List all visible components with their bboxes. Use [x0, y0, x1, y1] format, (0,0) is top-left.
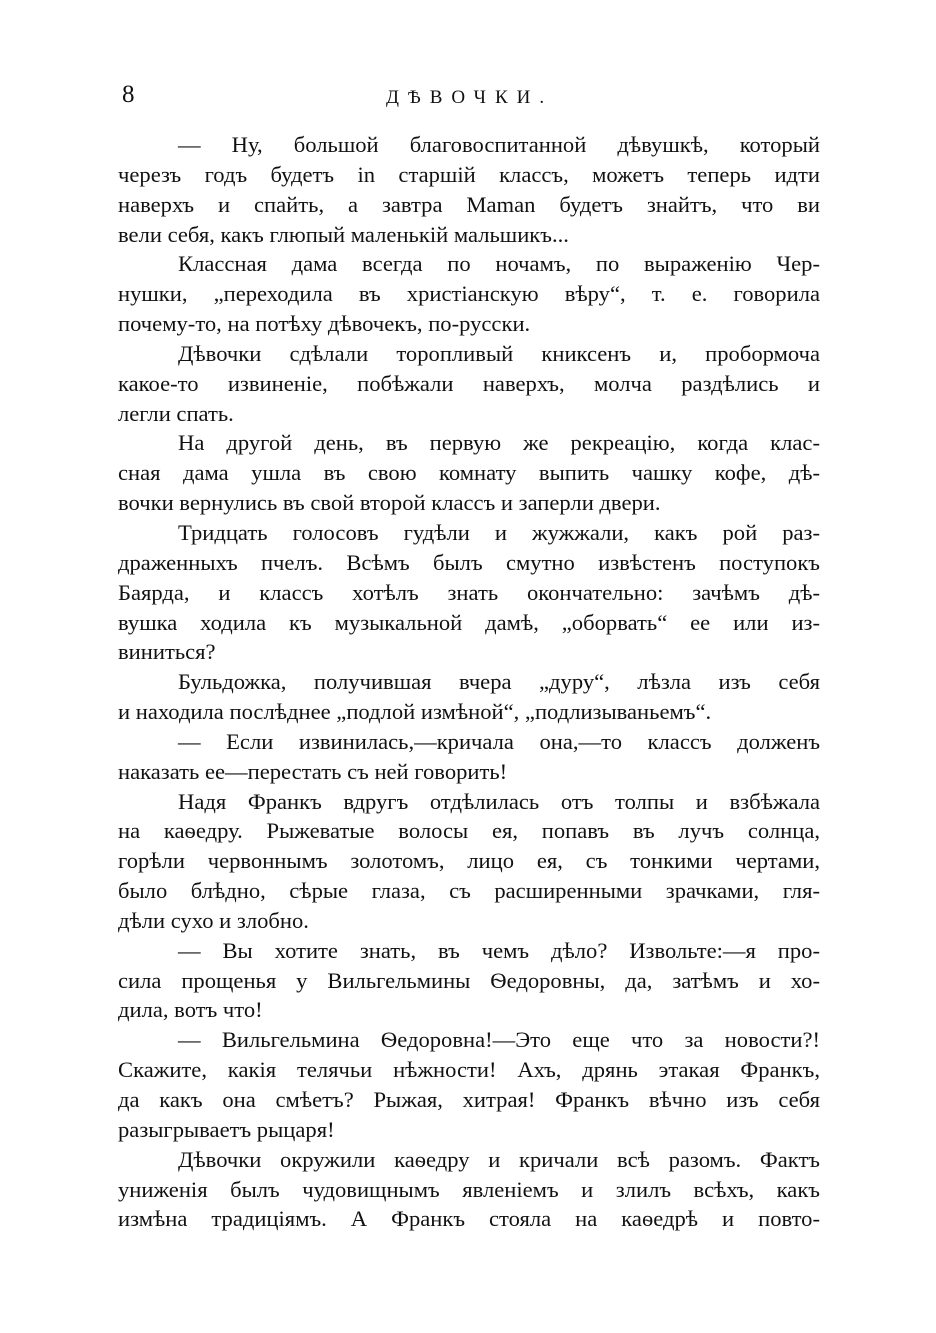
text-line: почему-то, на потѣху дѣвочекъ, по-русски.	[118, 311, 531, 337]
text-line: разыгрываетъ рыцаря!	[118, 1116, 335, 1142]
text-line: Скажите, какія телячьи нѣжности! Ахъ, дрянь этакая Франкъ,	[118, 1057, 820, 1083]
text-line: было блѣдно, сѣрые глаза, съ расширенными зрачками, гля-	[118, 878, 820, 904]
page-number: 8	[122, 81, 135, 108]
text-line: вели себя, какъ глюпый маленькій мальшикъ...	[118, 221, 569, 247]
running-title: ДѢВОЧКИ.	[386, 87, 554, 108]
text-line: сила прощенья у Вильгельмины Ѳедоровны, да, затѣмъ и хо-	[118, 967, 820, 993]
text-line: вочки вернулись въ свой второй классъ и заперли двери.	[118, 490, 661, 516]
text-line: Бульдожка, получившая вчера „дуру“, лѣзла изъ себя	[178, 669, 820, 695]
text-line: наказать ее—перестать съ ней говорить!	[118, 758, 508, 784]
text-line: на каѳедру. Рыжеватые волосы ея, попавъ въ лучъ солнца,	[118, 818, 820, 844]
text-line: драженныхъ пчелъ. Всѣмъ былъ смутно извѣстенъ поступокъ	[118, 549, 820, 575]
text-line: дила, вотъ что!	[118, 997, 263, 1023]
text-line: измѣна традиціямъ. А Франкъ стояла на каѳедрѣ и повто-	[118, 1206, 820, 1232]
text-line: вушка ходила къ музыкальной дамѣ, „оборвать“ ее или из-	[118, 609, 820, 635]
text-line: — Ну, большой благовоспитанной дѣвушкѣ, который	[178, 132, 820, 157]
text-line: легли спать.	[118, 400, 234, 426]
text-line: Надя Франкъ вдругъ отдѣлилась отъ толпы и взбѣжала	[178, 788, 820, 814]
body-text	[118, 130, 820, 1234]
text-line: — Вы хотите знать, въ чемъ дѣло? Извольте:—я про-	[178, 937, 820, 963]
text-line: На другой день, въ первую же рекреацію, когда клас-	[178, 430, 820, 456]
text-line: виниться?	[118, 639, 216, 665]
text-line: сная дама ушла въ свою комнату выпить чашку кофе, дѣ-	[118, 460, 820, 486]
text-line: какое-то извиненіе, побѣжали наверхъ, молча раздѣлись и	[118, 370, 820, 396]
text-line: и находила послѣднее „подлой измѣной“, „подлизываньемъ“.	[118, 699, 712, 725]
text-line: горѣли червоннымъ золотомъ, лицо ея, съ тонкими чертами,	[118, 848, 820, 874]
text-line: Тридцать голосовъ гудѣли и жужжали, какъ рой раз-	[178, 519, 820, 545]
text-line: Баярда, и классъ хотѣлъ знать окончательно: зачѣмъ дѣ-	[118, 579, 820, 605]
text-line: Дѣвочки сдѣлали торопливый книксенъ и, пробормоча	[178, 340, 820, 366]
text-line: нушки, „переходила въ христіанскую вѣру“, т. е. говорила	[118, 281, 820, 307]
text-line: Классная дама всегда по ночамъ, по выраженію Чер-	[178, 251, 820, 277]
text-line: наверхъ и спайть, а завтра Maman будетъ знайтъ, что ви	[118, 191, 820, 217]
text-line: Дѣвочки окружили каѳедру и кричали всѣ разомъ. Фактъ	[178, 1146, 820, 1172]
text-line: — Если извинилась,—кричала она,—то классъ долженъ	[178, 728, 820, 754]
text-line: да какъ она смѣетъ? Рыжая, хитрая! Франкъ вѣчно изъ себя	[118, 1087, 820, 1112]
text-line: — Вильгельмина Ѳедоровна!—Это еще что за новости?!	[178, 1027, 820, 1053]
text-line: дѣли сухо и злобно.	[118, 907, 309, 933]
text-line: черезъ годъ будетъ in старшій классъ, можетъ теперь идти	[118, 161, 820, 187]
text-line: униженія былъ чудовищнымъ явленіемъ и злилъ всѣхъ, какъ	[118, 1176, 820, 1202]
